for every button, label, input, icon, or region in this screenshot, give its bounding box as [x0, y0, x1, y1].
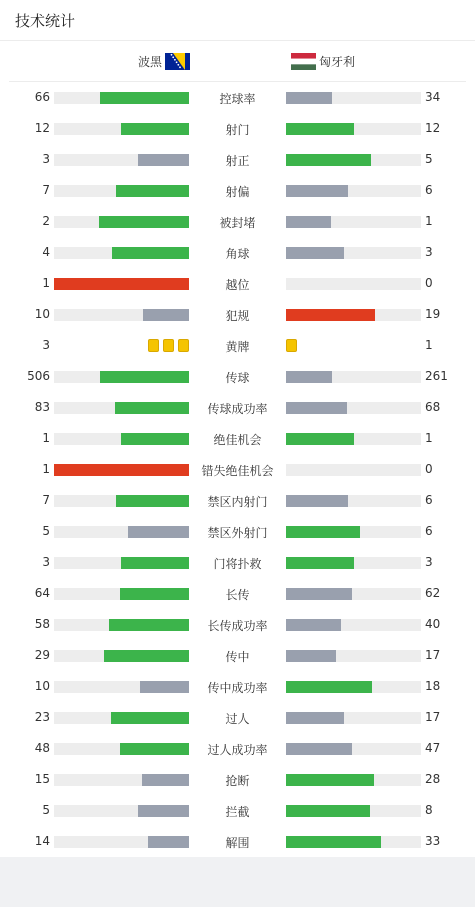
stat-label: 射门 — [225, 123, 250, 137]
page-title: 技术统计 — [15, 12, 76, 30]
away-bar-track — [286, 402, 421, 414]
away-bar-track — [286, 123, 421, 135]
home-bar-fill — [116, 185, 189, 197]
away-bar-fill — [286, 526, 360, 538]
stat-label: 传球成功率 — [207, 402, 268, 416]
stat-row — [0, 392, 475, 423]
stat-row — [0, 454, 475, 485]
home-value: 1 — [42, 462, 50, 476]
stat-row — [0, 299, 475, 330]
stat-label: 禁区外射门 — [207, 526, 268, 540]
stat-row — [0, 671, 475, 702]
stat-label: 黄牌 — [225, 340, 250, 354]
stat-row — [0, 423, 475, 454]
stat-row — [0, 237, 475, 268]
away-value: 1 — [425, 338, 433, 352]
home-value: 3 — [42, 152, 50, 166]
away-bar-fill — [286, 712, 344, 724]
away-team-name: 匈牙利 — [319, 55, 356, 69]
home-value: 12 — [34, 121, 50, 135]
away-bar-fill — [286, 743, 352, 755]
stat-label: 过人 — [225, 712, 250, 726]
home-value: 64 — [34, 586, 50, 600]
home-bar-track — [54, 650, 189, 662]
away-bar-track — [286, 154, 421, 166]
home-bar-track — [54, 247, 189, 259]
stat-row — [0, 826, 475, 857]
stat-label: 绝佳机会 — [213, 433, 262, 447]
stat-label: 长传 — [225, 588, 250, 602]
home-value: 23 — [34, 710, 50, 724]
home-bar-fill — [128, 526, 189, 538]
stat-label: 错失绝佳机会 — [201, 464, 274, 478]
home-bar-track — [54, 185, 189, 197]
home-yellow-cards — [54, 339, 189, 352]
away-bar-track — [286, 743, 421, 755]
home-bar-track — [54, 402, 189, 414]
home-bar-track — [54, 371, 189, 383]
away-bar-fill — [286, 836, 381, 848]
home-bar-fill — [104, 650, 189, 662]
stat-label: 越位 — [225, 278, 250, 292]
away-value: 1 — [425, 214, 433, 228]
home-bar-fill — [121, 557, 189, 569]
away-bar-fill — [286, 805, 370, 817]
away-bar-track — [286, 247, 421, 259]
stat-row — [0, 485, 475, 516]
home-bar-track — [54, 123, 189, 135]
home-bar-fill — [148, 836, 189, 848]
stat-row — [0, 547, 475, 578]
home-bar-fill — [138, 805, 189, 817]
home-bar-track — [54, 309, 189, 321]
away-value: 6 — [425, 524, 433, 538]
stat-label: 拦截 — [225, 805, 250, 819]
stat-row — [0, 175, 475, 206]
away-bar-track — [286, 619, 421, 631]
away-bar-track — [286, 185, 421, 197]
stat-label: 犯规 — [225, 309, 250, 323]
stat-label: 长传成功率 — [207, 619, 268, 633]
away-bar-track — [286, 805, 421, 817]
away-bar-fill — [286, 247, 344, 259]
home-bar-track — [54, 464, 189, 476]
home-value: 4 — [42, 245, 50, 259]
away-bar-fill — [286, 495, 348, 507]
home-bar-fill — [138, 154, 189, 166]
away-bar-fill — [286, 557, 354, 569]
away-value: 3 — [425, 555, 433, 569]
away-bar-track — [286, 278, 421, 290]
stat-row — [0, 206, 475, 237]
away-bar-fill — [286, 650, 336, 662]
home-bar-track — [54, 712, 189, 724]
yellow-card-icon — [178, 339, 189, 352]
stat-row — [0, 144, 475, 175]
away-value: 3 — [425, 245, 433, 259]
home-value: 83 — [34, 400, 50, 414]
home-bar-fill — [121, 433, 189, 445]
stat-label: 抢断 — [225, 774, 250, 788]
stat-row — [0, 578, 475, 609]
home-value: 14 — [34, 834, 50, 848]
home-value: 7 — [42, 183, 50, 197]
home-value: 15 — [34, 772, 50, 786]
stat-row — [0, 733, 475, 764]
home-team-name: 波黑 — [137, 55, 162, 69]
away-bar-track — [286, 433, 421, 445]
home-value: 66 — [34, 90, 50, 104]
hungary-flag-icon — [291, 53, 316, 70]
away-bar-fill — [286, 402, 347, 414]
away-value: 68 — [425, 400, 441, 414]
yellow-card-icon — [148, 339, 159, 352]
home-team[interactable] — [138, 53, 190, 70]
home-bar-fill — [115, 402, 189, 414]
home-bar-fill — [111, 712, 189, 724]
away-value: 62 — [425, 586, 441, 600]
away-value: 17 — [425, 648, 441, 662]
away-bar-fill — [286, 619, 341, 631]
home-bar-fill — [100, 371, 189, 383]
home-bar-fill — [140, 681, 189, 693]
home-value: 1 — [42, 431, 50, 445]
home-bar-fill — [54, 278, 189, 290]
away-value: 40 — [425, 617, 441, 631]
away-bar-fill — [286, 154, 371, 166]
home-bar-track — [54, 216, 189, 228]
home-value: 48 — [34, 741, 50, 755]
home-bar-track — [54, 619, 189, 631]
away-bar-track — [286, 371, 421, 383]
stat-label: 解围 — [225, 836, 250, 850]
away-bar-fill — [286, 774, 374, 786]
stat-row — [0, 361, 475, 392]
home-bar-fill — [100, 92, 189, 104]
home-bar-track — [54, 278, 189, 290]
stat-row — [0, 268, 475, 299]
away-value: 33 — [425, 834, 441, 848]
away-bar-track — [286, 774, 421, 786]
stats-header — [0, 0, 475, 41]
away-yellow-cards — [286, 339, 421, 352]
away-value: 19 — [425, 307, 441, 321]
home-value: 5 — [42, 803, 50, 817]
home-bar-track — [54, 557, 189, 569]
away-bar-track — [286, 216, 421, 228]
home-bar-fill — [112, 247, 189, 259]
away-bar-track — [286, 681, 421, 693]
away-value: 12 — [425, 121, 441, 135]
away-bar-track — [286, 495, 421, 507]
stat-row — [0, 764, 475, 795]
away-bar-fill — [286, 185, 348, 197]
yellow-card-icon — [163, 339, 174, 352]
home-bar-fill — [120, 588, 189, 600]
away-bar-track — [286, 557, 421, 569]
home-bar-fill — [54, 464, 189, 476]
home-value: 3 — [42, 338, 50, 352]
home-value: 7 — [42, 493, 50, 507]
home-value: 506 — [27, 369, 50, 383]
away-value: 34 — [425, 90, 441, 104]
stat-label: 传中成功率 — [207, 681, 268, 695]
stat-row — [0, 330, 475, 361]
away-bar-fill — [286, 123, 354, 135]
away-bar-track — [286, 836, 421, 848]
stat-row — [0, 702, 475, 733]
stat-label: 射偏 — [225, 185, 250, 199]
teams-row — [9, 41, 466, 82]
away-value: 1 — [425, 431, 433, 445]
away-value: 18 — [425, 679, 441, 693]
away-value: 5 — [425, 152, 433, 166]
home-bar-fill — [142, 774, 189, 786]
stat-row — [0, 795, 475, 826]
away-value: 6 — [425, 493, 433, 507]
away-bar-track — [286, 650, 421, 662]
stat-row — [0, 113, 475, 144]
home-value: 10 — [34, 307, 50, 321]
away-value: 8 — [425, 803, 433, 817]
away-team[interactable] — [291, 53, 355, 70]
stat-row — [0, 640, 475, 671]
stat-label: 被封堵 — [219, 216, 256, 230]
away-value: 0 — [425, 276, 433, 290]
away-bar-track — [286, 526, 421, 538]
away-value: 261 — [425, 369, 448, 383]
home-bar-track — [54, 774, 189, 786]
home-bar-track — [54, 681, 189, 693]
away-bar-fill — [286, 433, 354, 445]
away-value: 17 — [425, 710, 441, 724]
home-bar-fill — [120, 743, 189, 755]
home-value: 29 — [34, 648, 50, 662]
home-bar-track — [54, 495, 189, 507]
away-bar-fill — [286, 371, 332, 383]
home-bar-track — [54, 433, 189, 445]
home-bar-fill — [99, 216, 189, 228]
home-bar-track — [54, 805, 189, 817]
home-value: 5 — [42, 524, 50, 538]
away-bar-fill — [286, 309, 375, 321]
away-value: 0 — [425, 462, 433, 476]
stat-label: 射正 — [225, 154, 250, 168]
home-bar-fill — [109, 619, 189, 631]
away-value: 6 — [425, 183, 433, 197]
stat-label: 禁区内射门 — [207, 495, 268, 509]
stat-row — [0, 609, 475, 640]
home-value: 1 — [42, 276, 50, 290]
stat-label: 传中 — [225, 650, 250, 664]
away-bar-fill — [286, 216, 331, 228]
away-bar-fill — [286, 588, 352, 600]
home-bar-track — [54, 836, 189, 848]
home-value: 10 — [34, 679, 50, 693]
yellow-card-icon — [286, 339, 297, 352]
stat-label: 角球 — [225, 247, 250, 261]
stat-row — [0, 516, 475, 547]
home-value: 58 — [34, 617, 50, 631]
stat-label: 传球 — [225, 371, 250, 385]
away-bar-track — [286, 588, 421, 600]
home-bar-track — [54, 526, 189, 538]
stat-label: 门将扑救 — [213, 557, 262, 571]
home-bar-fill — [121, 123, 189, 135]
away-bar-fill — [286, 681, 372, 693]
away-bar-track — [286, 712, 421, 724]
stat-row — [0, 82, 475, 113]
away-bar-track — [286, 464, 421, 476]
stat-label: 控球率 — [219, 92, 256, 106]
home-bar-track — [54, 92, 189, 104]
home-value: 3 — [42, 555, 50, 569]
home-value: 2 — [42, 214, 50, 228]
bosnia-flag-icon — [165, 53, 190, 70]
away-bar-track — [286, 309, 421, 321]
away-bar-fill — [286, 92, 332, 104]
home-bar-track — [54, 588, 189, 600]
home-bar-track — [54, 154, 189, 166]
away-bar-track — [286, 92, 421, 104]
home-bar-fill — [116, 495, 189, 507]
stat-label: 过人成功率 — [207, 743, 268, 757]
home-bar-track — [54, 743, 189, 755]
home-bar-fill — [143, 309, 189, 321]
away-value: 28 — [425, 772, 441, 786]
away-value: 47 — [425, 741, 441, 755]
